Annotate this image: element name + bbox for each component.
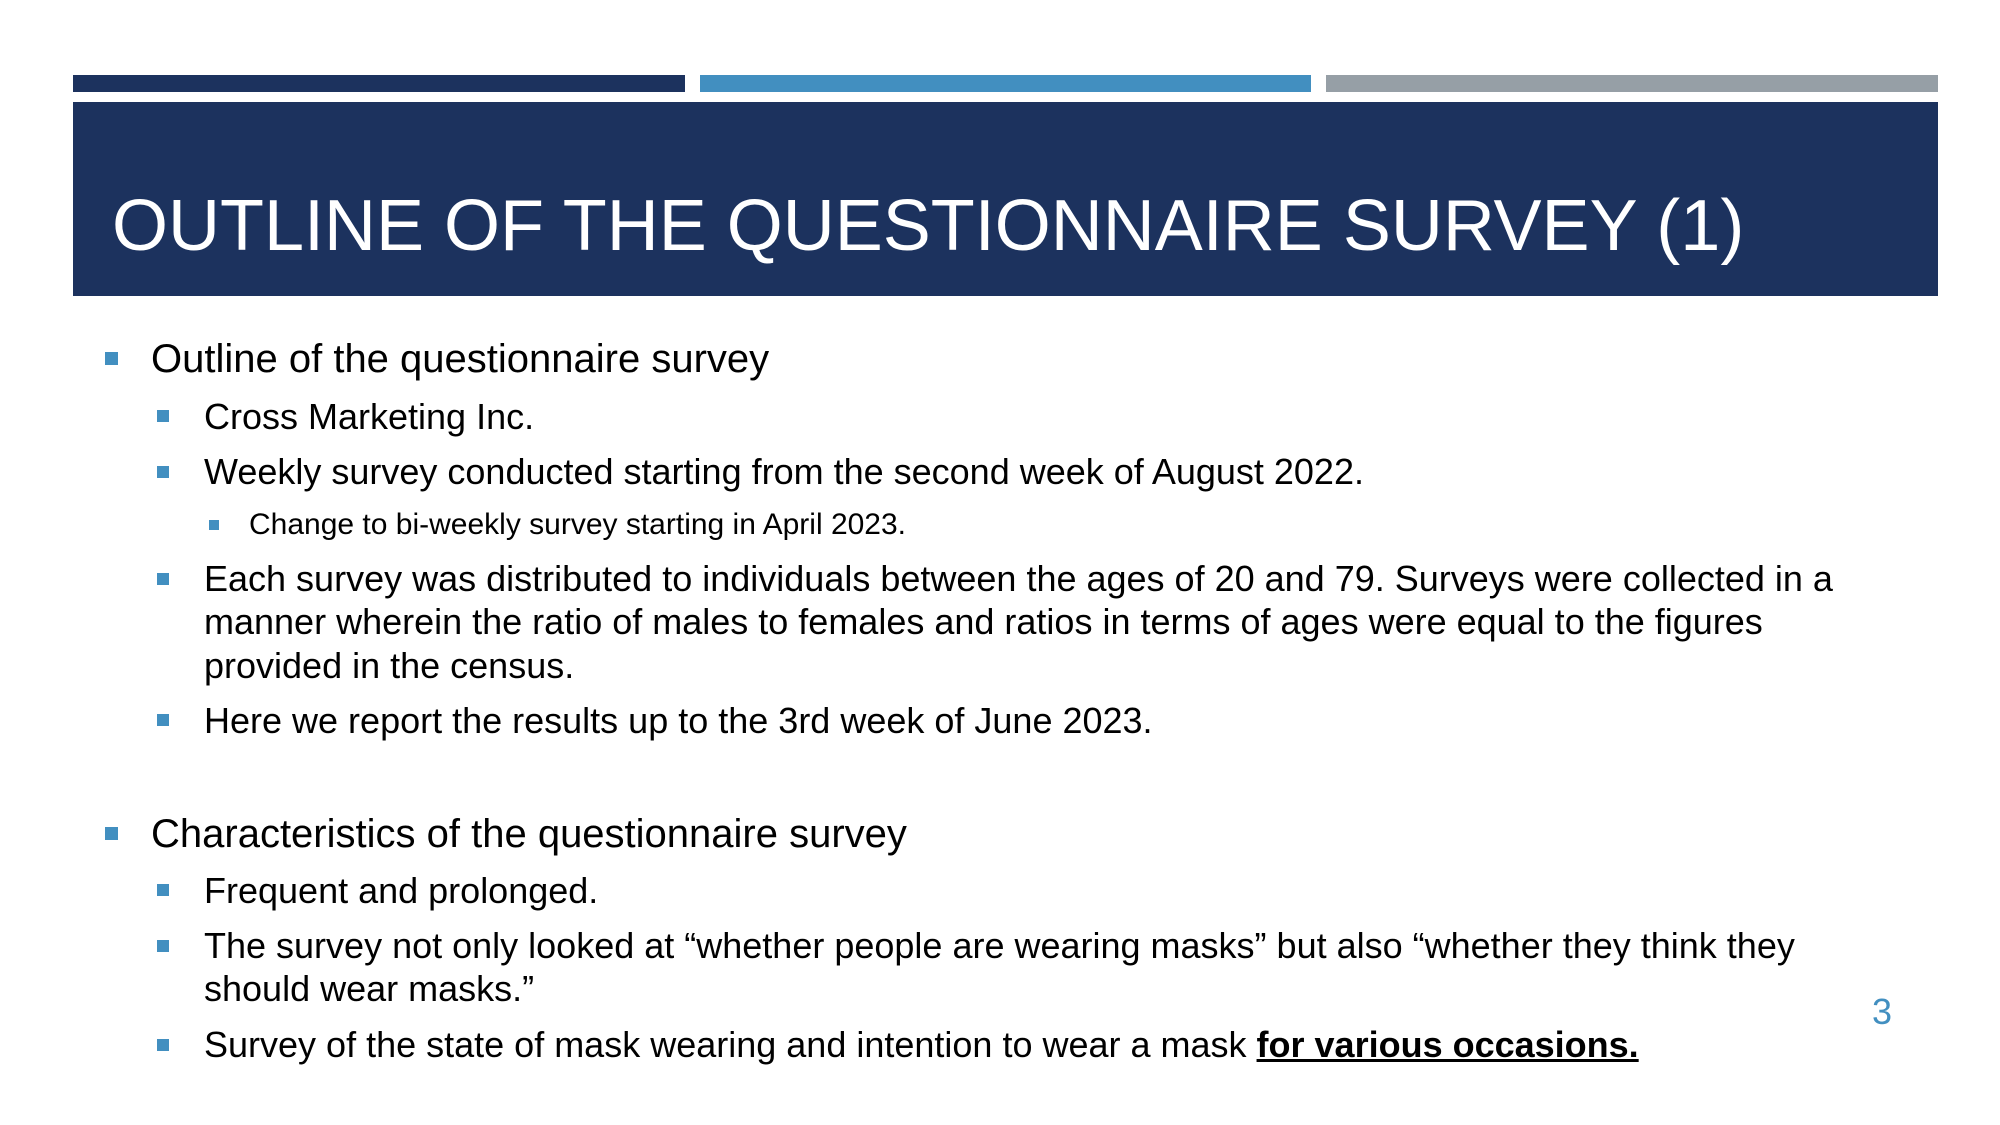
square-bullet-icon [157, 410, 169, 422]
square-bullet-icon [157, 884, 169, 896]
bullet-text: Change to bi-weekly survey starting in April 2023. [249, 508, 907, 541]
page-number: 3 [1872, 991, 1893, 1032]
square-bullet-icon [157, 714, 169, 726]
bullet-text: Cross Marketing Inc. [204, 396, 535, 437]
bullet-text-line-2: should wear masks.” [204, 968, 535, 1009]
bullet-text: Outline of the questionnaire survey [151, 337, 770, 381]
bullet-text-line-2: manner wherein the ratio of males to females and ratios in terms of ages were equal to the figures [204, 601, 1763, 642]
bullet-text-plain: Survey of the state of mask wearing and intention to wear a mask [204, 1024, 1257, 1065]
bullet-text-line-3: provided in the census. [204, 645, 575, 686]
bullet-text: Here we report the results up to the 3rd week of June 2023. [204, 700, 1153, 741]
square-bullet-icon [157, 940, 169, 952]
bullet-text: Weekly survey conducted starting from the second week of August 2022. [204, 451, 1364, 492]
bullet-text [204, 1023, 1639, 1066]
square-bullet-icon [209, 520, 219, 530]
bullet-text-line-1: Each survey was distributed to individuals between the ages of 20 and 79. Surveys were collected in a [204, 558, 1833, 599]
slide-title: OUTLINE OF THE QUESTIONNAIRE SURVEY (1) [112, 186, 1745, 266]
bullet-text: Frequent and prolonged. [204, 870, 599, 911]
emphasized-text: for various occasions. [1256, 1024, 1639, 1065]
square-bullet-icon [157, 1039, 169, 1051]
bullet-text: Characteristics of the questionnaire survey [151, 812, 907, 856]
square-bullet-icon [105, 827, 118, 840]
square-bullet-icon [157, 573, 169, 585]
square-bullet-icon [157, 466, 169, 478]
bullet-text-line-1: The survey not only looked at “whether people are wearing masks” but also “whether they think they [204, 925, 1795, 966]
square-bullet-icon [105, 352, 118, 365]
